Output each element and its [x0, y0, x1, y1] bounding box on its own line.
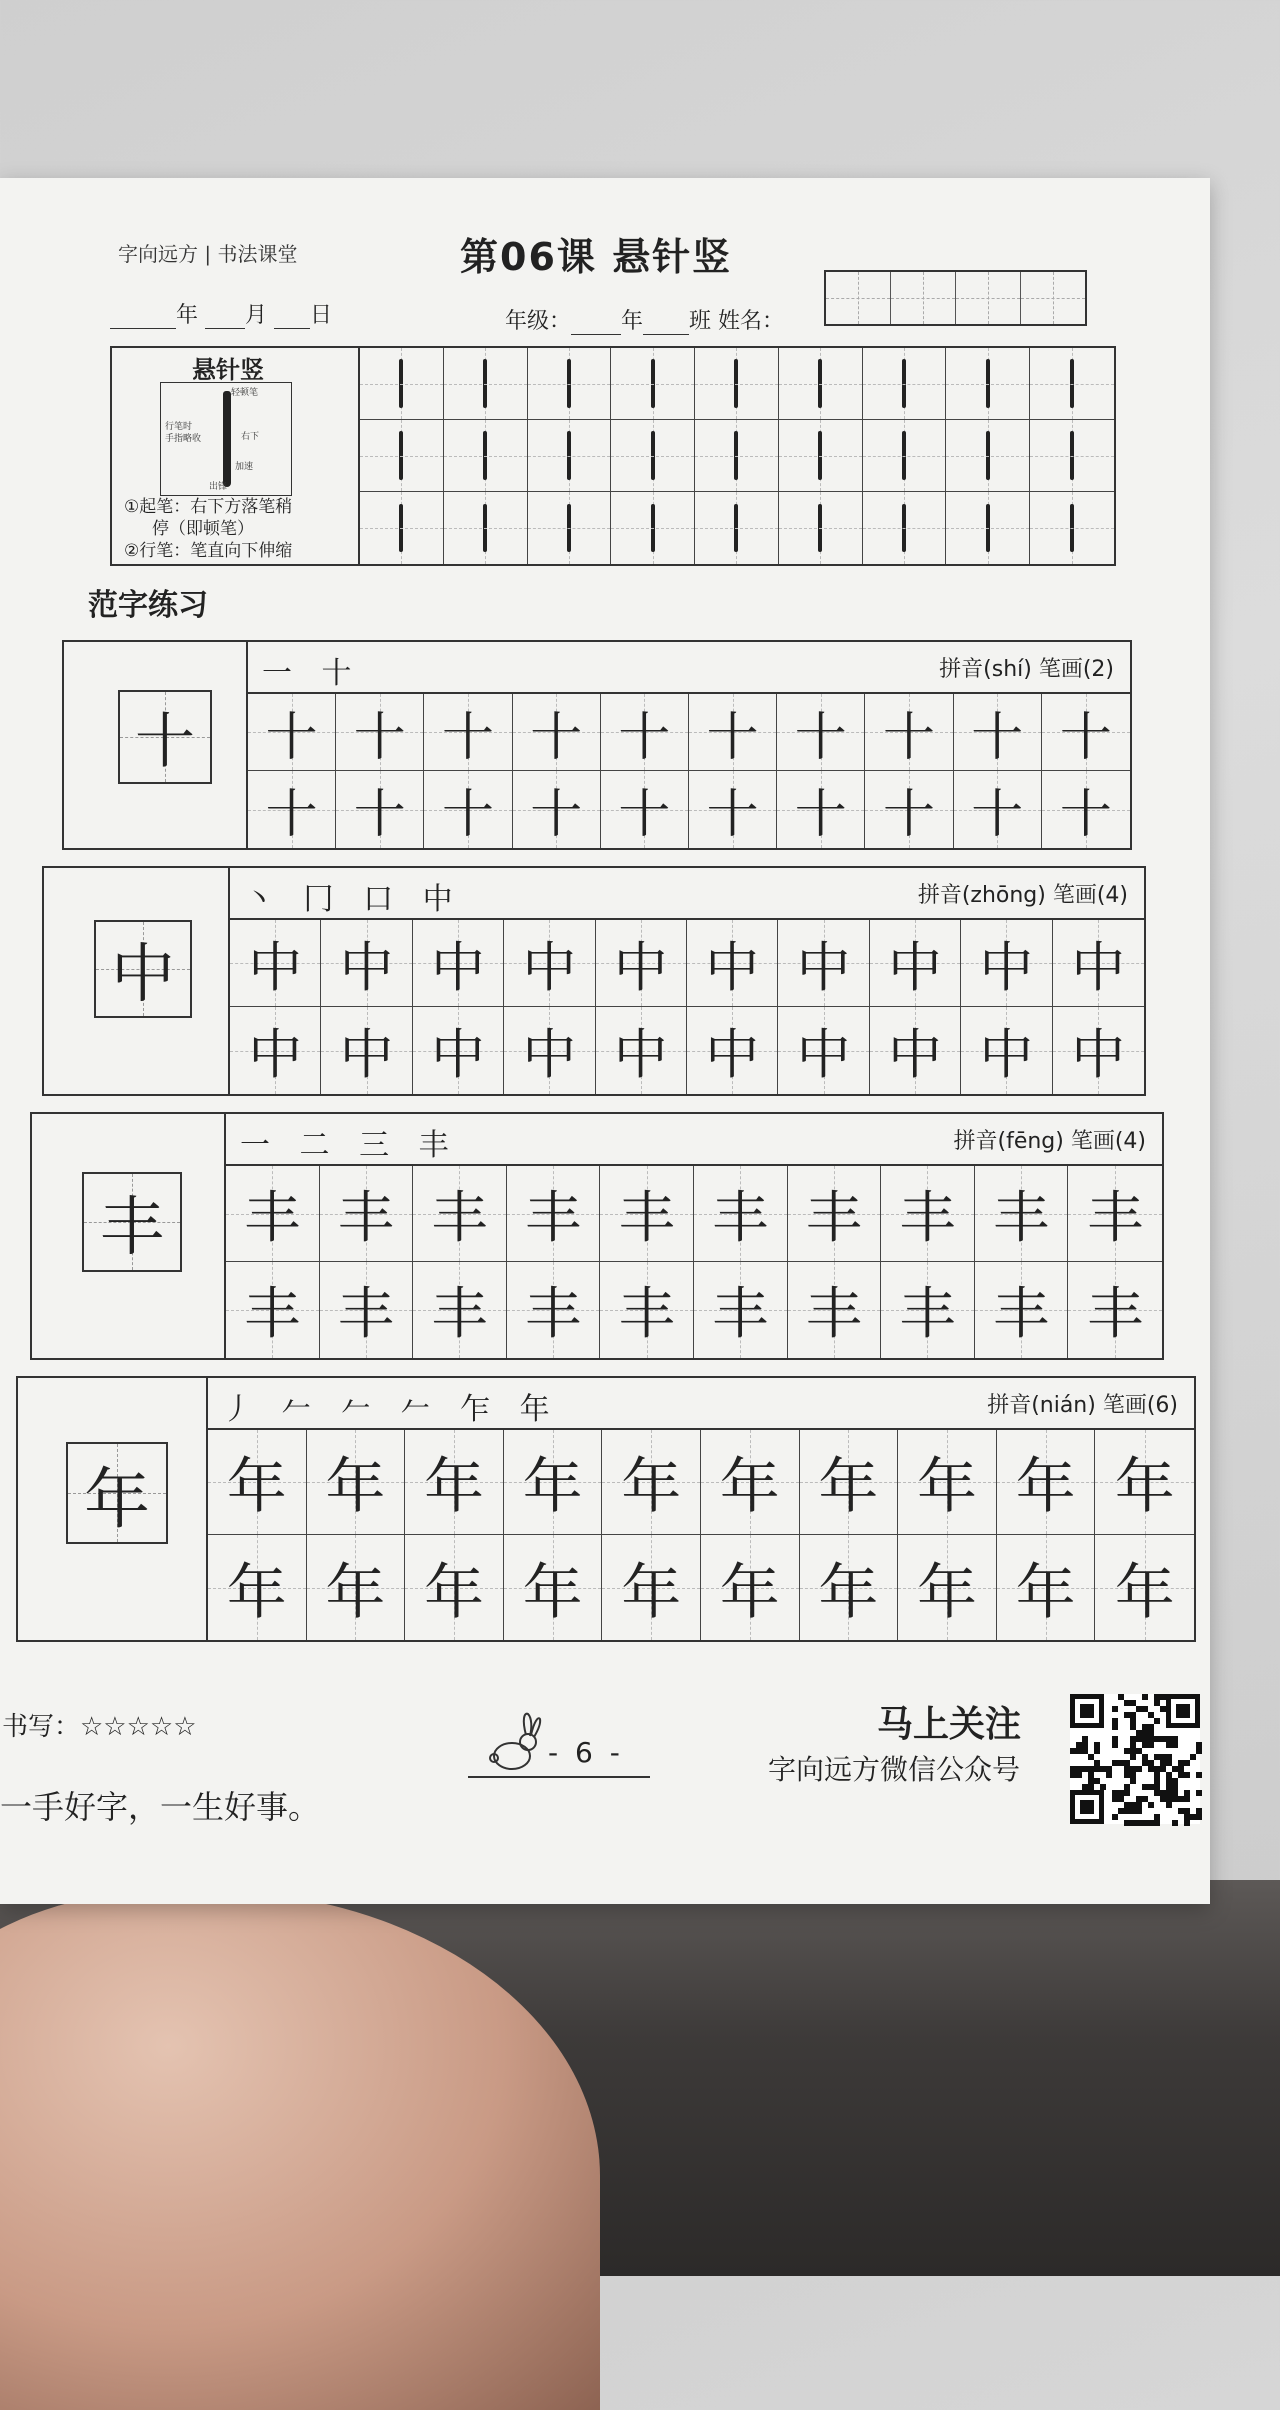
grade-label: 年级：	[505, 309, 572, 334]
practice-grid	[226, 1166, 1162, 1358]
practice-cell: 丰	[881, 1262, 975, 1358]
practice-cell: 中	[778, 920, 869, 1007]
stroke-sample	[1070, 504, 1074, 553]
practice-cell: 年	[405, 1430, 504, 1535]
stroke-sample	[902, 504, 906, 553]
sample-character: 中	[94, 920, 192, 1018]
stroke-sample	[483, 504, 487, 553]
stroke-cell	[946, 348, 1030, 420]
practice-cell: 丰	[694, 1166, 788, 1262]
practice-area	[248, 642, 1130, 848]
stroke-cell	[528, 420, 612, 492]
practice-cell: 中	[413, 920, 504, 1007]
stroke-cell	[360, 348, 444, 420]
stroke-sample	[734, 504, 738, 553]
stroke-sample	[986, 431, 990, 479]
stroke-cell	[528, 348, 612, 420]
diagram-label: 加速	[235, 462, 254, 472]
sample-area	[44, 868, 230, 1094]
practice-cell: 丰	[226, 1262, 320, 1358]
character-block	[30, 1112, 1164, 1360]
stroke-cell	[695, 492, 779, 564]
stroke-sample	[567, 431, 571, 479]
practice-cell: 中	[687, 920, 778, 1007]
stroke-sequence: 丿 𠂉 𠂉 𠂉 乍 年	[222, 1392, 560, 1427]
stroke-sample	[567, 359, 571, 407]
name-box	[956, 272, 1021, 324]
stroke-sample	[986, 504, 990, 553]
practice-cell: 年	[307, 1430, 406, 1535]
grade-blank	[571, 310, 621, 335]
practice-cell: 中	[596, 920, 687, 1007]
day-blank	[274, 304, 310, 329]
pinyin-strokes: 拼音(nián) 笔画(6)	[987, 1393, 1178, 1418]
practice-cell: 年	[307, 1535, 406, 1640]
stroke-cell	[946, 420, 1030, 492]
practice-cell: 中	[504, 1007, 595, 1094]
practice-cell: 十	[513, 694, 601, 771]
practice-cell: 丰	[788, 1262, 882, 1358]
stroke-sample	[651, 431, 655, 479]
stroke-cell	[360, 420, 444, 492]
stroke-sample	[734, 431, 738, 479]
stroke-sample	[1070, 431, 1074, 479]
stroke-sample	[483, 431, 487, 479]
pinyin-strokes: 拼音(shí) 笔画(2)	[939, 657, 1114, 682]
name-box	[891, 272, 956, 324]
diagram-label: 手指略收	[165, 434, 202, 444]
practice-cell: 丰	[788, 1166, 882, 1262]
practice-cell: 十	[777, 694, 865, 771]
practice-cell: 年	[1095, 1430, 1194, 1535]
grade-line	[505, 304, 784, 335]
pinyin-strokes: 拼音(fēng) 笔画(4)	[953, 1129, 1146, 1154]
practice-cell: 年	[898, 1430, 997, 1535]
practice-cell: 年	[701, 1430, 800, 1535]
practice-grid	[230, 920, 1144, 1094]
diagram-label: 轻顿笔	[231, 388, 259, 398]
practice-cell: 丰	[881, 1166, 975, 1262]
practice-cell: 十	[513, 771, 601, 848]
stroke-sample	[399, 359, 403, 407]
stroke-cell	[863, 348, 947, 420]
stroke-shape	[223, 391, 231, 487]
stroke-cell	[695, 348, 779, 420]
character-header	[226, 1114, 1162, 1166]
qr-code-icon	[1070, 1694, 1200, 1824]
stroke-sample	[734, 359, 738, 407]
practice-cell: 丰	[507, 1262, 601, 1358]
sample-character: 丰	[82, 1172, 182, 1272]
diagram-label: 出锋	[209, 482, 228, 492]
month-label: 月	[245, 303, 268, 328]
character-block	[42, 866, 1146, 1096]
character-block	[16, 1376, 1196, 1642]
stroke-cell	[611, 348, 695, 420]
practice-grid	[208, 1430, 1194, 1640]
stroke-note-1: ①起笔：右下方落笔稍	[124, 497, 293, 517]
character-header	[248, 642, 1130, 694]
practice-cell: 年	[701, 1535, 800, 1640]
year-label: 年	[176, 303, 199, 328]
practice-cell: 年	[504, 1535, 603, 1640]
stroke-name: 悬针竖	[192, 356, 264, 384]
stroke-sample	[399, 504, 403, 553]
rating: 书写：☆☆☆☆☆	[2, 1712, 197, 1742]
name-box	[1021, 272, 1085, 324]
date-line	[110, 298, 332, 329]
practice-cell: 丰	[975, 1262, 1069, 1358]
practice-cell: 十	[336, 694, 424, 771]
practice-cell: 中	[413, 1007, 504, 1094]
practice-cell: 年	[1095, 1535, 1194, 1640]
practice-cell: 十	[777, 771, 865, 848]
stroke-sample	[818, 359, 822, 407]
practice-cell: 十	[424, 771, 512, 848]
stroke-cell	[695, 420, 779, 492]
pinyin-strokes: 拼音(zhōng) 笔画(4)	[917, 883, 1128, 908]
sample-area	[64, 642, 248, 848]
page-number: - 6 -	[548, 1736, 624, 1769]
practice-cell: 十	[689, 694, 777, 771]
practice-cell: 年	[208, 1535, 307, 1640]
stroke-grid	[360, 348, 1114, 564]
practice-cell: 十	[1042, 771, 1130, 848]
practice-area	[226, 1114, 1162, 1358]
practice-cell: 中	[504, 920, 595, 1007]
practice-cell: 年	[504, 1430, 603, 1535]
practice-cell: 年	[405, 1535, 504, 1640]
stroke-cell	[946, 492, 1030, 564]
stroke-cell	[611, 420, 695, 492]
practice-grid	[248, 694, 1130, 848]
stroke-cell	[444, 348, 528, 420]
stroke-cell	[779, 348, 863, 420]
stroke-sample	[483, 359, 487, 407]
stroke-cell	[444, 492, 528, 564]
practice-cell: 中	[870, 920, 961, 1007]
stroke-info	[112, 348, 360, 564]
stroke-cell	[444, 420, 528, 492]
stroke-sequence: 一 二 三 丰	[240, 1128, 459, 1163]
practice-cell: 中	[961, 920, 1052, 1007]
practice-cell: 十	[1042, 694, 1130, 771]
name-label: 姓名：	[718, 309, 785, 334]
rabbit-icon	[478, 1706, 550, 1776]
practice-cell: 中	[321, 1007, 412, 1094]
practice-cell: 十	[689, 771, 777, 848]
stroke-sample	[1070, 359, 1074, 407]
practice-cell: 丰	[1068, 1166, 1162, 1262]
stroke-cell	[863, 492, 947, 564]
sample-area	[18, 1378, 208, 1640]
class-blank	[643, 310, 689, 335]
stroke-sample	[651, 504, 655, 553]
stroke-note-2: ②行笔：笔直向下伸缩	[124, 541, 293, 561]
month-blank	[205, 304, 245, 329]
practice-cell: 年	[997, 1430, 1096, 1535]
practice-cell: 丰	[600, 1262, 694, 1358]
practice-cell: 年	[800, 1430, 899, 1535]
stroke-sample	[651, 359, 655, 407]
brand-logo: 字向远方 | 书法课堂	[118, 242, 298, 266]
practice-cell: 中	[230, 920, 321, 1007]
practice-cell: 丰	[600, 1166, 694, 1262]
stroke-diagram	[160, 382, 292, 496]
stroke-sample	[902, 431, 906, 479]
stroke-cell	[779, 420, 863, 492]
practice-cell: 中	[1053, 1007, 1144, 1094]
practice-cell: 丰	[413, 1166, 507, 1262]
character-block	[62, 640, 1132, 850]
practice-cell: 丰	[226, 1166, 320, 1262]
year-blank	[110, 304, 176, 329]
practice-cell: 中	[687, 1007, 778, 1094]
practice-cell: 丰	[975, 1166, 1069, 1262]
diagram-label: 行笔时	[165, 422, 193, 432]
stroke-cell	[360, 492, 444, 564]
practice-cell: 丰	[320, 1166, 414, 1262]
practice-cell: 年	[997, 1535, 1096, 1640]
practice-cell: 中	[321, 920, 412, 1007]
stroke-cell	[611, 492, 695, 564]
practice-cell: 十	[865, 771, 953, 848]
motto: 一手好字，一生好事。	[0, 1788, 321, 1826]
stroke-sequence: 丶 冂 口 中	[244, 882, 463, 917]
practice-cell: 年	[602, 1430, 701, 1535]
practice-cell: 丰	[413, 1262, 507, 1358]
sample-area	[32, 1114, 226, 1358]
practice-cell: 丰	[507, 1166, 601, 1262]
practice-cell: 十	[248, 694, 336, 771]
practice-cell: 十	[248, 771, 336, 848]
practice-cell: 中	[1053, 920, 1144, 1007]
page-underline	[468, 1776, 650, 1778]
practice-cell: 中	[778, 1007, 869, 1094]
sample-character: 年	[66, 1442, 168, 1544]
practice-cell: 十	[336, 771, 424, 848]
practice-cell: 中	[596, 1007, 687, 1094]
stroke-cell	[1030, 492, 1114, 564]
class-label: 班	[689, 309, 712, 334]
day-label: 日	[310, 303, 333, 328]
stroke-cell	[863, 420, 947, 492]
practice-cell: 十	[954, 771, 1042, 848]
name-boxes	[824, 270, 1087, 326]
practice-cell: 年	[898, 1535, 997, 1640]
practice-cell: 年	[800, 1535, 899, 1640]
section-title: 范字练习	[88, 588, 208, 623]
grade-year-label: 年	[621, 309, 644, 334]
stroke-sample	[399, 431, 403, 479]
stroke-sample	[818, 431, 822, 479]
account-name: 字向远方微信公众号	[768, 1753, 1021, 1786]
stroke-cell	[528, 492, 612, 564]
stroke-practice	[110, 346, 1116, 566]
practice-area	[230, 868, 1144, 1094]
stroke-sample	[902, 359, 906, 407]
stroke-sample	[818, 504, 822, 553]
stroke-sequence: 一 十	[262, 656, 362, 691]
stroke-sample	[567, 504, 571, 553]
practice-cell: 中	[870, 1007, 961, 1094]
stroke-note-1b: 停（即顿笔）	[152, 519, 254, 539]
diagram-label: 右下	[241, 432, 260, 442]
practice-cell: 丰	[320, 1262, 414, 1358]
stroke-sample	[986, 359, 990, 407]
practice-cell: 丰	[1068, 1262, 1162, 1358]
page-title: 第06课 悬针竖	[460, 235, 733, 279]
practice-cell: 十	[954, 694, 1042, 771]
practice-cell: 中	[230, 1007, 321, 1094]
practice-cell: 中	[961, 1007, 1052, 1094]
follow-text: 马上关注	[877, 1704, 1022, 1745]
practice-cell: 十	[424, 694, 512, 771]
practice-cell: 丰	[694, 1262, 788, 1358]
character-header	[208, 1378, 1194, 1430]
practice-cell: 年	[602, 1535, 701, 1640]
practice-cell: 十	[601, 771, 689, 848]
practice-area	[208, 1378, 1194, 1640]
character-header	[230, 868, 1144, 920]
stroke-cell	[1030, 420, 1114, 492]
practice-cell: 十	[601, 694, 689, 771]
stroke-cell	[779, 492, 863, 564]
practice-cell: 十	[865, 694, 953, 771]
name-box	[826, 272, 891, 324]
stroke-cell	[1030, 348, 1114, 420]
sample-character: 十	[118, 690, 212, 784]
practice-cell: 年	[208, 1430, 307, 1535]
